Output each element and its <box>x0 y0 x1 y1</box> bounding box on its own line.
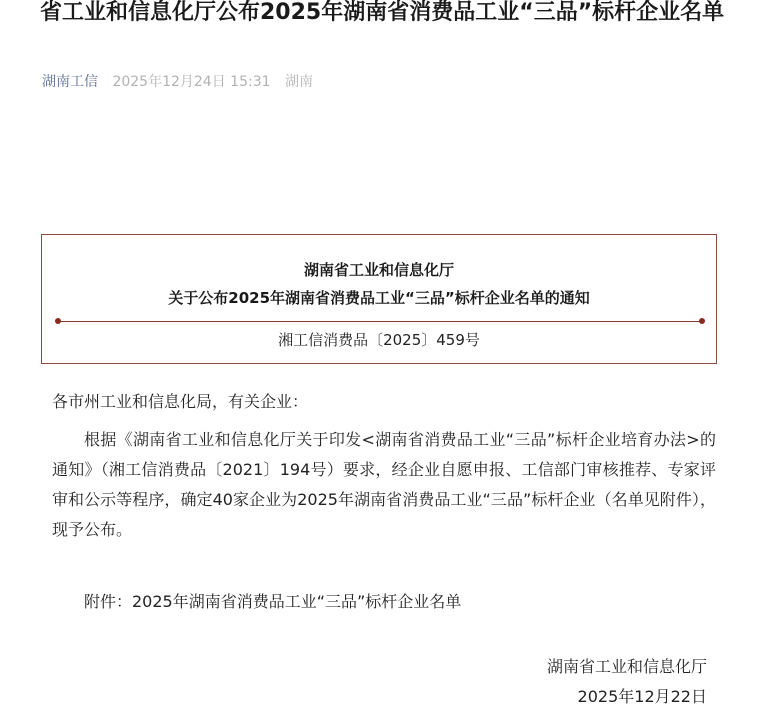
red-divider-line <box>58 321 702 322</box>
attachment-line: 附件：2025年湖南省消费品工业“三品”标杆企业名单 <box>84 592 462 611</box>
document-number: 湘工信消费品〔2025〕459号 <box>278 331 480 349</box>
divider-dot-left <box>55 318 61 324</box>
article-title: 省工业和信息化厅公布2025年湖南省消费品工业“三品”标杆企业名单 <box>40 0 725 25</box>
account-name-link[interactable]: 湖南工信 <box>42 74 98 90</box>
notice-header-box <box>41 234 717 364</box>
notice-title: 关于公布2025年湖南省消费品工业“三品”标杆企业名单的通知 <box>168 289 590 307</box>
article-meta <box>42 72 313 92</box>
publish-time: 2025年12月24日 15:31 <box>112 74 271 90</box>
notice-issuer: 湖南省工业和信息化厅 <box>303 261 454 279</box>
body-paragraph: 根据《湖南省工业和信息化厅关于印发<湖南省消费品工业“三品”标杆企业培育办法>的通知》（湘工信消费品〔2021〕194号）要求，经企业自愿申报、工信部门审核推荐、专家评审和公示等程序，确定40家企业为2025年湖南省消费品工业“三品”标杆企业（名单见附件），现予公布。 <box>52 430 716 539</box>
publish-region: 湖南 <box>284 74 313 90</box>
salutation: 各市州工业和信息化局，有关企业： <box>52 392 309 411</box>
signature-date: 2025年12月22日 <box>577 687 707 706</box>
signature-organization: 湖南省工业和信息化厅 <box>546 657 707 676</box>
divider-dot-right <box>699 318 705 324</box>
